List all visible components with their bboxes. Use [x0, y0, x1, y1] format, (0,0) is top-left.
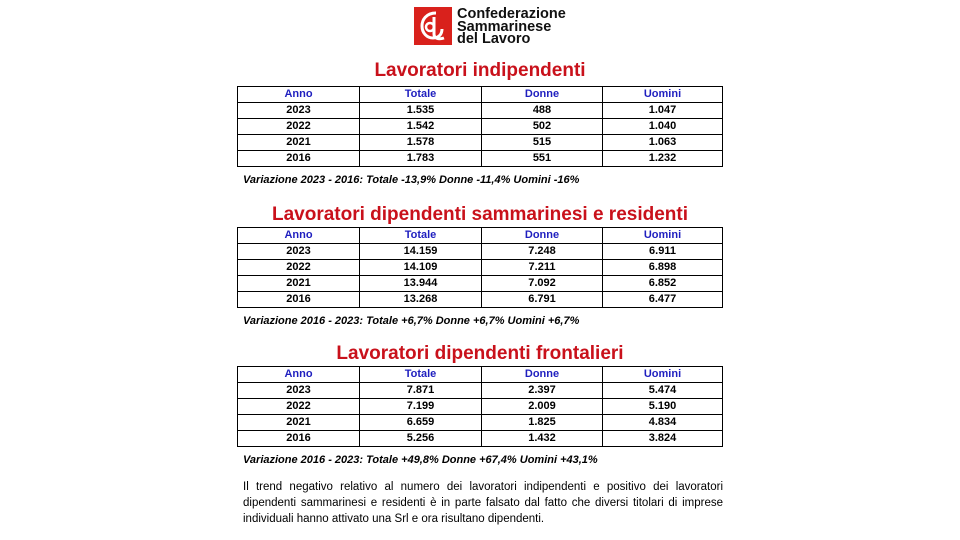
cell-totale: 7.871	[360, 383, 482, 399]
table-frontalieri	[237, 366, 723, 447]
cell-donne: 2.009	[482, 399, 603, 415]
section-title-frontalieri: Lavoratori dipendenti frontalieri	[336, 343, 624, 364]
cell-donne: 515	[482, 135, 603, 151]
cell-anno: 2021	[238, 135, 360, 151]
table-row	[238, 135, 723, 151]
header	[414, 7, 566, 47]
cell-donne: 1.825	[482, 415, 603, 431]
column-header-totale: Totale	[360, 367, 482, 383]
column-header-donne: Donne	[482, 367, 603, 383]
column-header-donne: Donne	[482, 87, 603, 103]
cell-totale: 14.109	[360, 260, 482, 276]
cell-anno: 2023	[238, 244, 360, 260]
cell-uomini: 6.911	[603, 244, 723, 260]
column-header-uomini: Uomini	[603, 228, 723, 244]
cell-anno: 2016	[238, 151, 360, 167]
column-header-uomini: Uomini	[603, 367, 723, 383]
table-row	[238, 103, 723, 119]
variation-frontalieri: Variazione 2016 - 2023: Totale +49,8% Donne +67,4% Uomini +43,1%	[243, 454, 598, 466]
table-header-row	[238, 367, 723, 383]
table-row	[238, 415, 723, 431]
cell-anno: 2021	[238, 276, 360, 292]
cell-anno: 2022	[238, 399, 360, 415]
org-name-line1: Confederazione	[457, 6, 566, 22]
cell-totale: 6.659	[360, 415, 482, 431]
cell-anno: 2022	[238, 119, 360, 135]
column-header-totale: Totale	[360, 228, 482, 244]
cell-donne: 2.397	[482, 383, 603, 399]
explanatory-note: Il trend negativo relativo al numero dei lavoratori indipendenti e positivo dei lavoratori dipendenti sammarinesi e residenti è in parte falsato dal fatto che diversi titolari di imprese individuali hanno attivato una Srl e ora risultano dipendenti.	[243, 481, 723, 525]
column-header-anno: Anno	[238, 87, 360, 103]
cell-uomini: 1.232	[603, 151, 723, 167]
column-header-totale: Totale	[360, 87, 482, 103]
org-name-line2: Sammarinese	[457, 18, 552, 35]
cell-uomini: 1.047	[603, 103, 723, 119]
table-dipendenti-residenti	[237, 227, 723, 308]
cell-totale: 13.268	[360, 292, 482, 308]
cell-anno: 2023	[238, 383, 360, 399]
cell-uomini: 1.063	[603, 135, 723, 151]
cell-uomini: 6.898	[603, 260, 723, 276]
table-indipendenti	[237, 86, 723, 167]
table-row	[238, 276, 723, 292]
cell-anno: 2022	[238, 260, 360, 276]
cell-donne: 7.092	[482, 276, 603, 292]
cell-uomini: 3.824	[603, 431, 723, 447]
column-header-uomini: Uomini	[603, 87, 723, 103]
table-row	[238, 383, 723, 399]
table-row	[238, 292, 723, 308]
cell-totale: 5.256	[360, 431, 482, 447]
cell-anno: 2021	[238, 415, 360, 431]
cell-uomini: 6.477	[603, 292, 723, 308]
table-row	[238, 399, 723, 415]
table-header-row	[238, 228, 723, 244]
cell-uomini: 5.190	[603, 399, 723, 415]
cell-totale: 13.944	[360, 276, 482, 292]
cell-donne: 488	[482, 103, 603, 119]
cell-totale: 1.578	[360, 135, 482, 151]
cell-anno: 2016	[238, 292, 360, 308]
cell-anno: 2023	[238, 103, 360, 119]
cell-donne: 502	[482, 119, 603, 135]
section-title-indipendenti: Lavoratori indipendenti	[374, 60, 586, 81]
table-row	[238, 244, 723, 260]
cell-donne: 7.248	[482, 244, 603, 260]
cell-donne: 551	[482, 151, 603, 167]
cell-totale: 7.199	[360, 399, 482, 415]
cell-uomini: 5.474	[603, 383, 723, 399]
table-row	[238, 119, 723, 135]
column-header-donne: Donne	[482, 228, 603, 244]
section-title-dipendenti-residenti: Lavoratori dipendenti sammarinesi e residenti	[271, 204, 688, 225]
cell-totale: 1.535	[360, 103, 482, 119]
table-row	[238, 151, 723, 167]
org-name-line3: del Lavoro	[457, 31, 531, 47]
table-row	[238, 260, 723, 276]
column-header-anno: Anno	[238, 228, 360, 244]
cell-uomini: 6.852	[603, 276, 723, 292]
cell-donne: 7.211	[482, 260, 603, 276]
cell-anno: 2016	[238, 431, 360, 447]
variation-indipendenti: Variazione 2023 - 2016: Totale -13,9% Donne -11,4% Uomini -16%	[243, 174, 580, 186]
cell-uomini: 4.834	[603, 415, 723, 431]
cell-totale: 1.542	[360, 119, 482, 135]
cell-totale: 14.159	[360, 244, 482, 260]
csdl-logo-icon	[414, 7, 452, 45]
table-header-row	[238, 87, 723, 103]
cell-donne: 6.791	[482, 292, 603, 308]
cell-totale: 1.783	[360, 151, 482, 167]
cell-donne: 1.432	[482, 431, 603, 447]
variation-dipendenti-residenti: Variazione 2016 - 2023: Totale +6,7% Donne +6,7% Uomini +6,7%	[243, 315, 580, 327]
org-name	[457, 8, 566, 46]
column-header-anno: Anno	[238, 367, 360, 383]
cell-uomini: 1.040	[603, 119, 723, 135]
table-row	[238, 431, 723, 447]
